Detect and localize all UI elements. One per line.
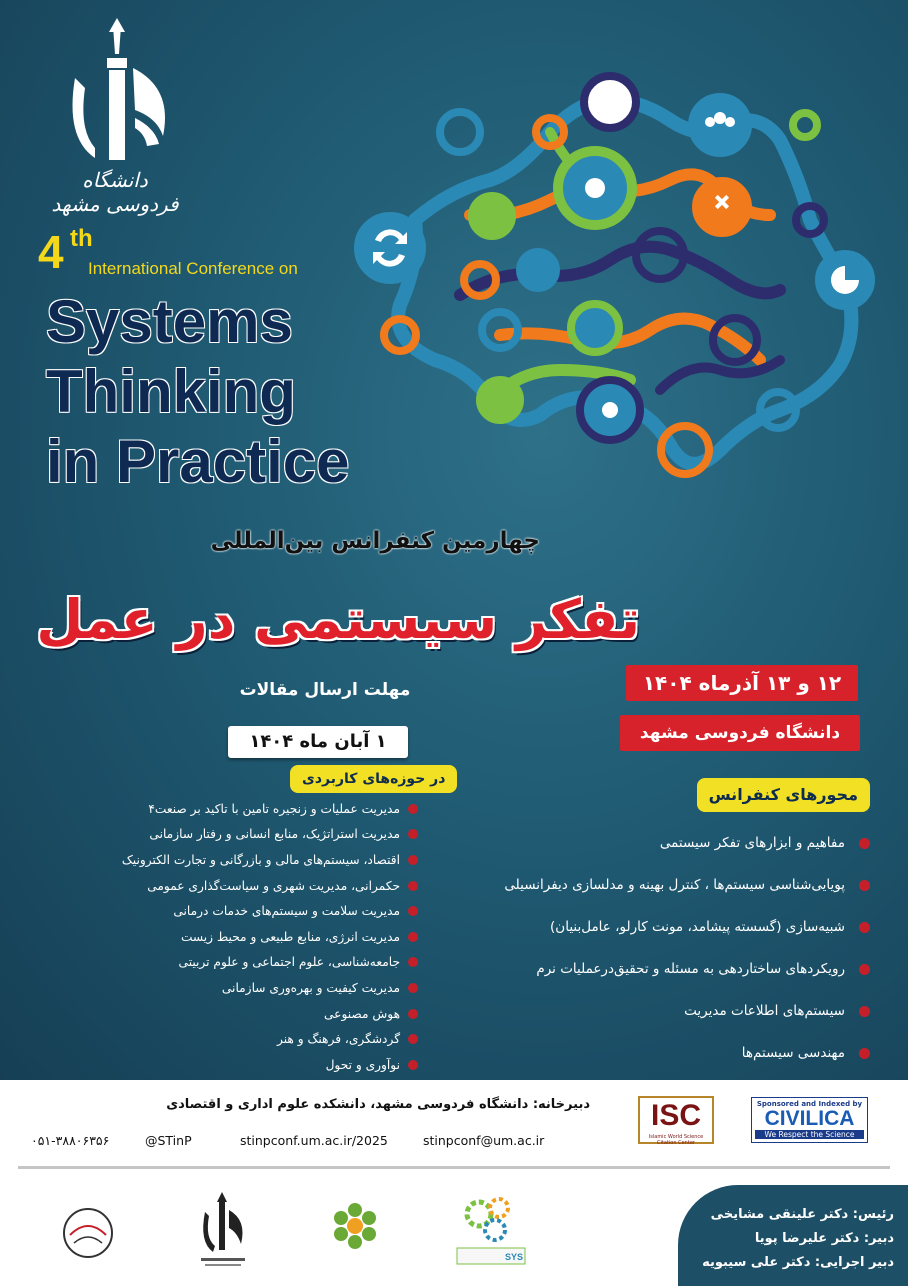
list-item: نوآوری و تحول [30, 1052, 418, 1078]
persian-subtitle: چهارمین کنفرانس بین‌المللی [210, 528, 540, 554]
list-item: مدیریت کیفیت و بهره‌وری سازمانی [30, 975, 418, 1001]
list-item: اقتصاد، سیستم‌های مالی و بازرگانی و تجارت الکترونیک [30, 847, 418, 873]
email-link[interactable]: stinpconf@um.ac.ir [423, 1133, 545, 1148]
system-dynamics-society-logo [60, 1205, 116, 1261]
list-item: پویایی‌شناسی سیستم‌ها ، کنترل بهینه و مدلسازی دیفرانسیلی [400, 864, 870, 906]
deadline-date: ۱ آبان ماه ۱۴۰۴ [228, 726, 408, 758]
footer-divider [18, 1166, 890, 1169]
chair-name: رئیس: دکتر علینقی مشایخی [710, 1207, 894, 1222]
conference-venue: دانشگاه فردوسی مشهد [620, 715, 860, 751]
list-item: مفاهیم و ابزارهای تفکر سیستمی [400, 822, 870, 864]
brain-network-illustration [340, 70, 880, 540]
english-title-line1: International Conference on [88, 259, 298, 278]
bullet-icon [408, 1034, 418, 1044]
applied-fields-list [30, 796, 418, 1078]
bullet-icon [859, 838, 870, 849]
bullet-icon [859, 964, 870, 975]
bullet-icon [408, 1009, 418, 1019]
list-item: مدیریت سلامت و سیستم‌های خدمات درمانی [30, 898, 418, 924]
bullet-icon [408, 983, 418, 993]
english-title-line2: Systems [46, 288, 293, 355]
edition-number: 4 [38, 226, 64, 278]
topics-list [400, 822, 870, 1074]
english-title-line3: Thinking [46, 358, 296, 425]
list-item: رویکردهای ساختاردهی به مسئله و تحقیق‌درعملیات نرم [400, 948, 870, 990]
deadline-label: مهلت ارسال مقالات [239, 680, 411, 700]
executive-secretary-name: دبیر اجرایی: دکتر علی سیبویه [702, 1255, 894, 1270]
list-item: مهندسی سیستم‌ها [400, 1032, 870, 1074]
list-item: هوش مصنوعی [30, 1001, 418, 1027]
topics-heading: محورهای کنفرانس [697, 778, 870, 812]
bullet-icon [408, 932, 418, 942]
sysland-logo [455, 1190, 530, 1270]
list-item: حکمرانی، مدیریت شهری و سیاست‌گذاری عمومی [30, 873, 418, 899]
university-logo-text: دانشگاه فردوسی مشهد [51, 168, 179, 216]
bullet-icon [859, 922, 870, 933]
applied-fields-heading: در حوزه‌های کاربردی [290, 765, 457, 793]
bullet-icon [408, 804, 418, 814]
bullet-icon [408, 1060, 418, 1070]
list-item: سیستم‌های اطلاعات مدیریت [400, 990, 870, 1032]
social-handle[interactable]: @STinP [145, 1133, 192, 1148]
civilica-logo: Sponsored and Indexed by CIVILICA We Respect the Science [751, 1097, 868, 1143]
english-title-line4: in Practice [46, 428, 350, 495]
persian-main-title: تفکر سیستمی در عمل [36, 588, 640, 651]
list-item: گردشگری، فرهنگ و هنر [30, 1026, 418, 1052]
list-item: مدیریت عملیات و زنجیره تامین با تاکید بر صنعت۴ [30, 796, 418, 822]
bullet-icon [859, 880, 870, 891]
association-flower-logo [325, 1196, 385, 1256]
conference-dates: ۱۲ و ۱۳ آذرماه ۱۴۰۴ [626, 665, 858, 701]
website-link[interactable]: stinpconf.um.ac.ir/2025 [240, 1133, 388, 1148]
bullet-icon [408, 906, 418, 916]
list-item: شبیه‌سازی (گسسته پیشامد، مونت کارلو، عامل‌بنیان) [400, 906, 870, 948]
university-small-logo [195, 1192, 250, 1272]
secretary-name: دبیر: دکتر علیرضا پویا [754, 1231, 894, 1246]
contact-row [25, 1133, 575, 1153]
svg-text:SYS: SYS [505, 1252, 524, 1262]
phone-number: ۰۵۱-۳۸۸۰۶۳۵۶ [31, 1133, 110, 1148]
bullet-icon [408, 881, 418, 891]
bullet-icon [408, 957, 418, 967]
secretariat-address: دبیرخانه: دانشگاه فردوسی مشهد، دانشکده علوم اداری و اقتصادی [166, 1097, 590, 1112]
edition-ordinal: th [70, 225, 93, 252]
list-item: جامعه‌شناسی، علوم اجتماعی و علوم تربیتی [30, 950, 418, 976]
bullet-icon [408, 829, 418, 839]
bullet-icon [859, 1006, 870, 1017]
bullet-icon [408, 855, 418, 865]
list-item: مدیریت انرژی، منابع طبیعی و محیط زیست [30, 924, 418, 950]
bullet-icon [859, 1048, 870, 1059]
isc-logo: ISC Islamic World Science Citation Center [638, 1096, 714, 1144]
organizers-panel [678, 1185, 908, 1286]
list-item: مدیریت استراتژیک، منابع انسانی و رفتار سازمانی [30, 822, 418, 848]
